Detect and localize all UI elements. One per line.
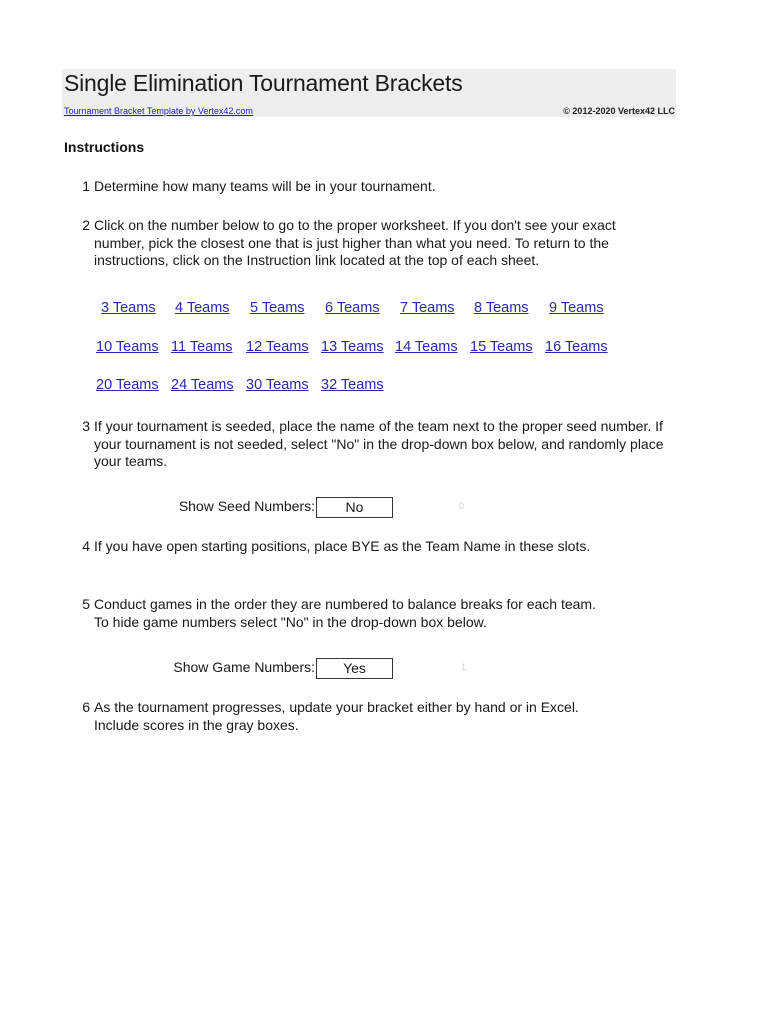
game-numbers-cell-value: 1 bbox=[461, 662, 467, 672]
step-2-text: Click on the number below to go to the proper worksheet. If you don't see your exact number, pick the closest one that is just higher than what you need. To return to the instructions, click on the Instruction link located at the top of each sheet. bbox=[94, 217, 616, 268]
step-2-number: 2 bbox=[82, 217, 90, 233]
vertex42-template-link[interactable]: Tournament Bracket Template by Vertex42.com bbox=[64, 106, 253, 116]
link-16-teams[interactable]: 16 Teams bbox=[545, 339, 608, 355]
game-numbers-dropdown[interactable]: Yes bbox=[316, 658, 393, 679]
step-5-text: Conduct games in the order they are numbered to balance breaks for each team. To hide game numbers select "No" in the drop-down box below. bbox=[94, 596, 596, 630]
link-30-teams[interactable]: 30 Teams bbox=[246, 377, 309, 393]
step-4-number: 4 bbox=[82, 538, 90, 554]
seed-numbers-label: Show Seed Numbers: bbox=[178, 498, 315, 514]
link-32-teams[interactable]: 32 Teams bbox=[321, 377, 384, 393]
link-7-teams[interactable]: 7 Teams bbox=[400, 300, 455, 316]
game-numbers-label: Show Game Numbers: bbox=[173, 659, 315, 675]
step-1-number: 1 bbox=[82, 178, 90, 194]
seed-numbers-cell-value: 0 bbox=[459, 501, 465, 511]
link-12-teams[interactable]: 12 Teams bbox=[246, 339, 309, 355]
step-4-text: If you have open starting positions, place BYE as the Team Name in these slots. bbox=[94, 538, 591, 554]
step-3-number: 3 bbox=[82, 418, 90, 434]
seed-numbers-dropdown[interactable]: No bbox=[316, 497, 393, 518]
link-20-teams[interactable]: 20 Teams bbox=[96, 377, 159, 393]
link-5-teams[interactable]: 5 Teams bbox=[250, 300, 305, 316]
step-6-text: As the tournament progresses, update your bracket either by hand or in Excel. Include scores in the gray boxes. bbox=[94, 699, 579, 733]
link-9-teams[interactable]: 9 Teams bbox=[549, 300, 604, 316]
page-title: Single Elimination Tournament Brackets bbox=[64, 70, 463, 96]
step-3-text: If your tournament is seeded, place the name of the team next to the proper seed number. If your tournament is not seeded, select "No" in the drop-down box below, and randomly place your teams. bbox=[94, 418, 664, 469]
step-1-text: Determine how many teams will be in your tournament. bbox=[94, 178, 436, 194]
link-14-teams[interactable]: 14 Teams bbox=[395, 339, 458, 355]
link-11-teams[interactable]: 11 Teams bbox=[171, 339, 233, 355]
step-5-number: 5 bbox=[82, 596, 90, 612]
step-6-number: 6 bbox=[82, 699, 90, 715]
link-24-teams[interactable]: 24 Teams bbox=[171, 377, 234, 393]
link-15-teams[interactable]: 15 Teams bbox=[470, 339, 533, 355]
link-4-teams[interactable]: 4 Teams bbox=[175, 300, 230, 316]
copyright-notice: © 2012-2020 Vertex42 LLC bbox=[563, 106, 675, 116]
link-8-teams[interactable]: 8 Teams bbox=[474, 300, 529, 316]
link-3-teams[interactable]: 3 Teams bbox=[101, 300, 156, 316]
link-13-teams[interactable]: 13 Teams bbox=[321, 339, 384, 355]
link-10-teams[interactable]: 10 Teams bbox=[96, 339, 159, 355]
link-6-teams[interactable]: 6 Teams bbox=[325, 300, 380, 316]
instructions-heading: Instructions bbox=[64, 139, 145, 155]
